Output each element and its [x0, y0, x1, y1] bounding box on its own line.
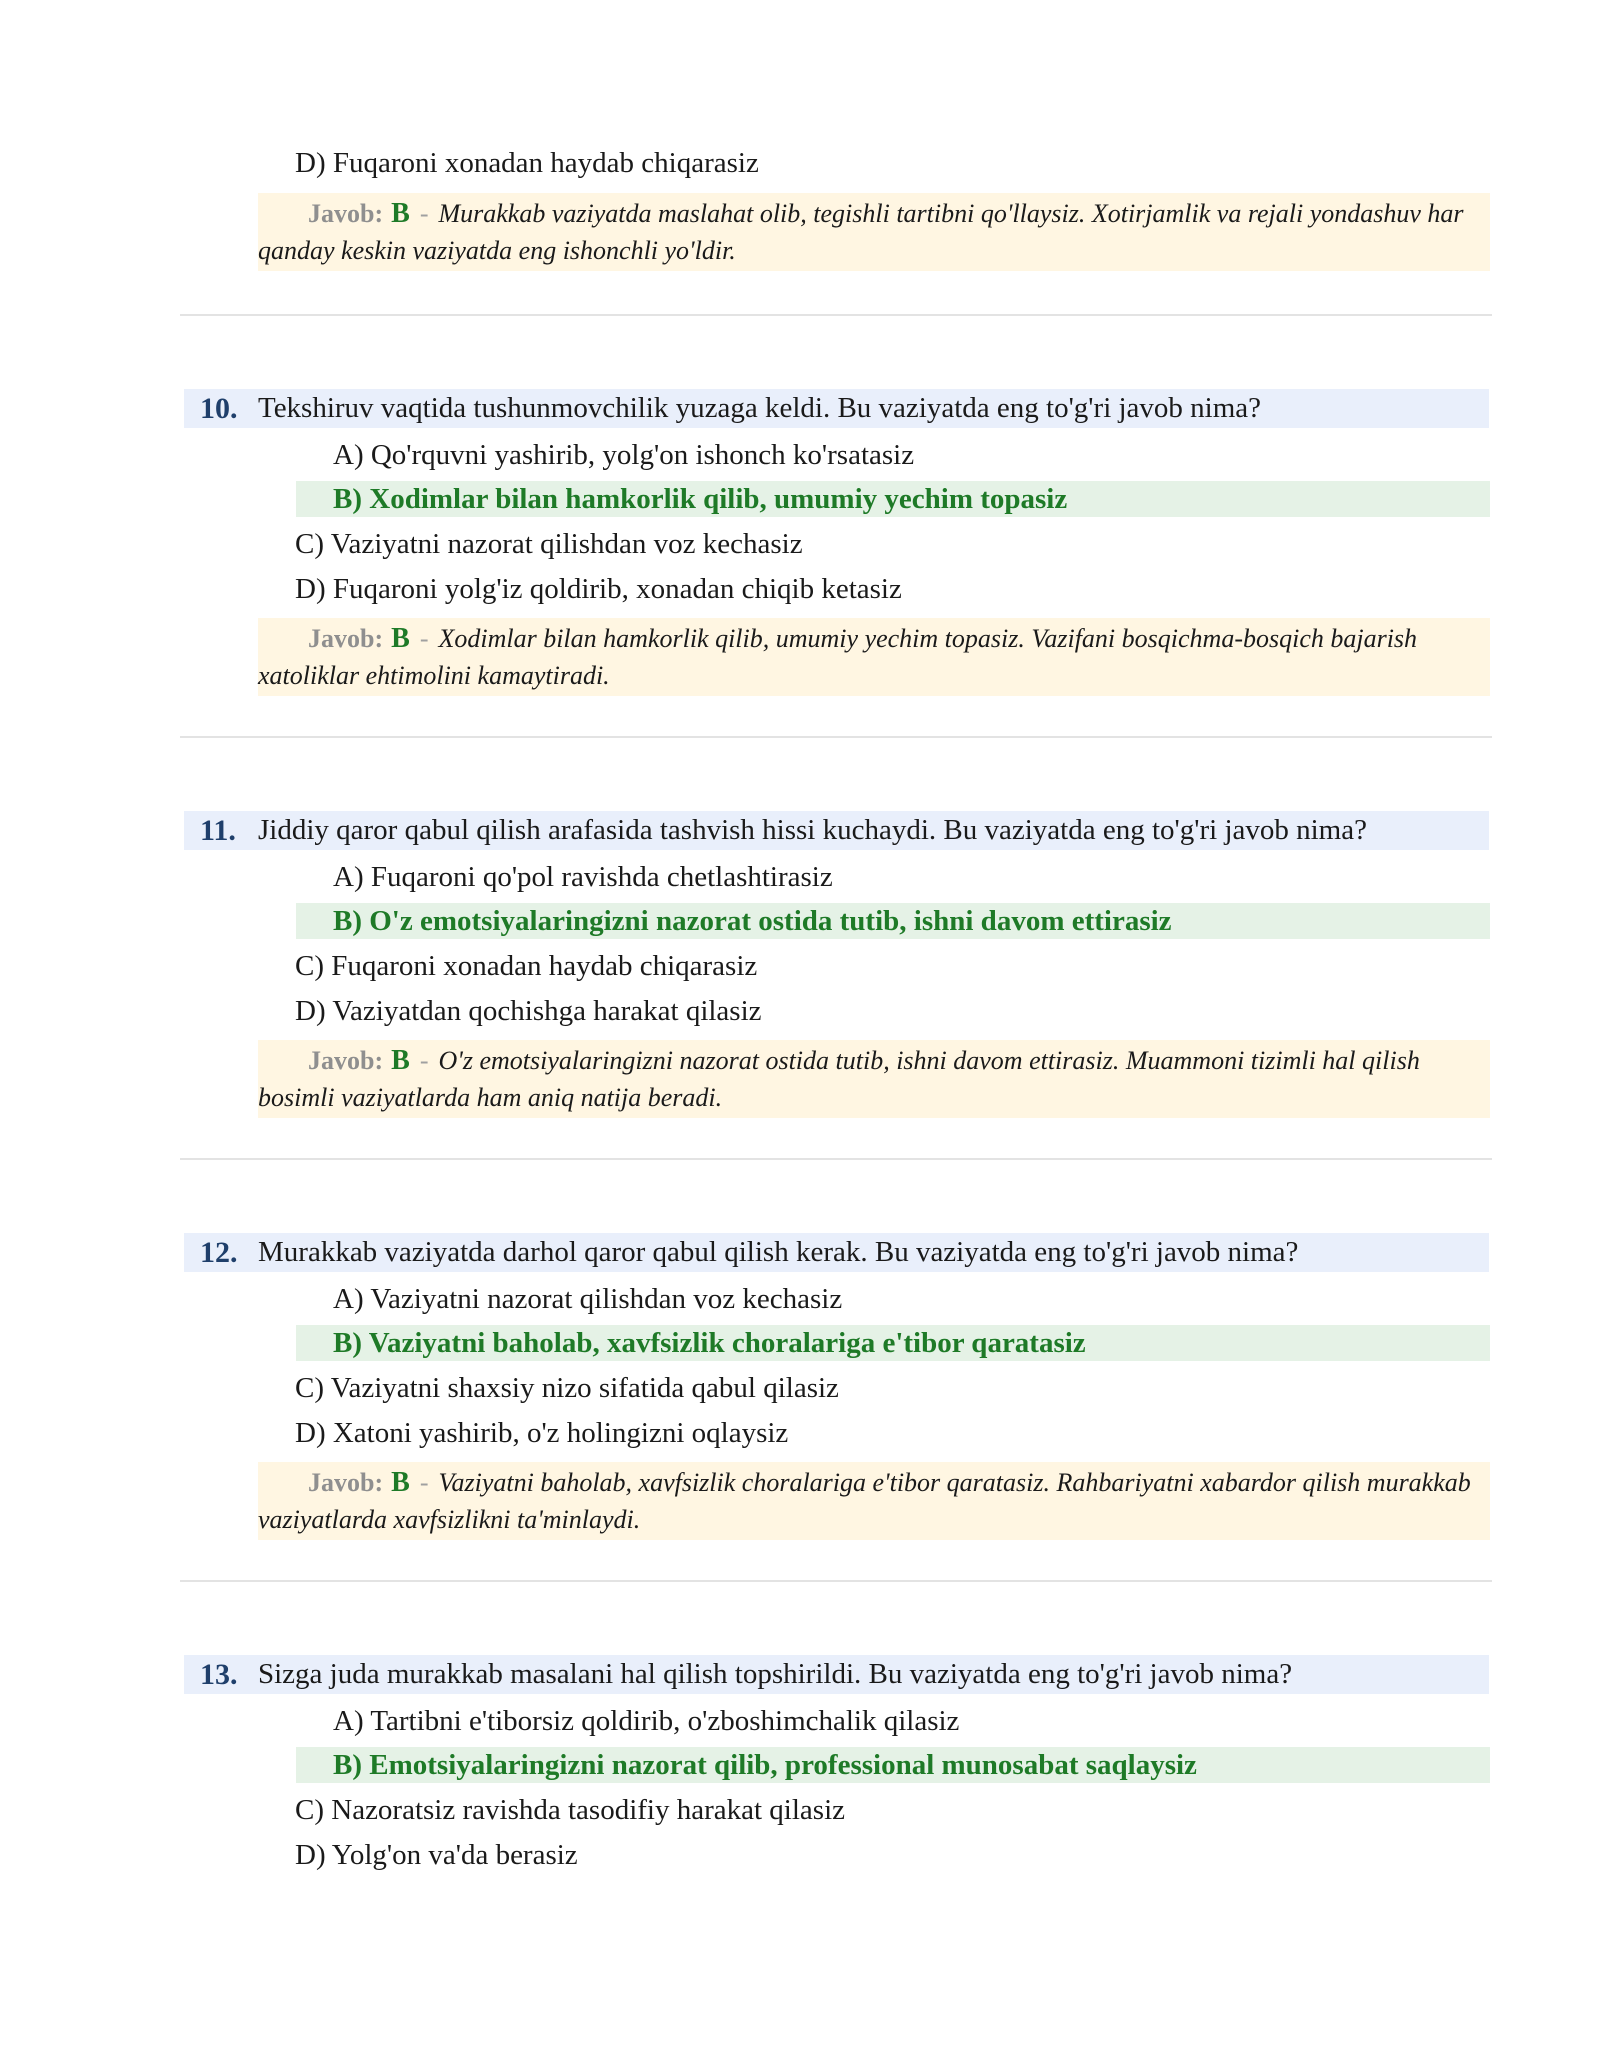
answer-label: Javob: [308, 624, 384, 653]
option-c: C) Nazoratsiz ravishda tasodifiy harakat qilasiz [295, 1794, 845, 1826]
option-b-correct: B) Vaziyatni baholab, xavfsizlik choralariga e'tibor qaratasiz [296, 1325, 1490, 1361]
option-d: D) Vaziyatdan qochishga harakat qilasiz [295, 995, 762, 1027]
answer-letter: B [391, 198, 410, 229]
answer-explanation: Xodimlar bilan hamkorlik qilib, umumiy yechim topasiz. Vazifani bosqichma-bosqich bajarish xatoliklar ehtimolini kamaytiradi. [258, 624, 1418, 690]
divider [180, 1158, 1492, 1160]
divider [180, 736, 1492, 738]
answer-label: Javob: [308, 1046, 384, 1075]
question-text: Jiddiy qaror qabul qilish arafasida tashvish hissi kuchaydi. Bu vaziyatda eng to'g'ri javob nima? [258, 814, 1367, 846]
answer-explanation: Vaziyatni baholab, xavfsizlik choralariga e'tibor qaratasiz. Rahbariyatni xabardor qilish murakkab vaziyatlarda xavfsizlikni ta'minlaydi. [258, 1468, 1471, 1534]
answer-box [258, 618, 1490, 696]
question-text: Murakkab vaziyatda darhol qaror qabul qilish kerak. Bu vaziyatda eng to'g'ri javob nima? [258, 1236, 1299, 1268]
answer-letter: B [391, 1467, 410, 1498]
option-a: A) Qo'rquvni yashirib, yolg'on ishonch ko'rsatasiz [333, 439, 915, 471]
answer-box [258, 1040, 1490, 1118]
question-number: 13. [200, 1657, 238, 1691]
question-text: Sizga juda murakkab masalani hal qilish topshirildi. Bu vaziyatda eng to'g'ri javob nima? [258, 1658, 1293, 1690]
answer-letter: B [391, 623, 410, 654]
option-a: A) Tartibni e'tiborsiz qoldirib, o'zboshimchalik qilasiz [333, 1705, 960, 1737]
question-header [184, 1233, 1489, 1272]
answer-dash: - [419, 1468, 429, 1497]
option-d: D) Fuqaroni yolg'iz qoldirib, xonadan chiqib ketasiz [295, 573, 902, 605]
answer-explanation: O'z emotsiyalaringizni nazorat ostida tutib, ishni davom ettirasiz. Muammoni tizimli hal qilish bosimli vaziyatlarda ham aniq natija beradi. [258, 1046, 1420, 1112]
option-a: A) Fuqaroni qo'pol ravishda chetlashtirasiz [333, 861, 833, 893]
question-header [184, 1655, 1489, 1694]
option-c: C) Vaziyatni shaxsiy nizo sifatida qabul qilasiz [295, 1372, 839, 1404]
divider [180, 314, 1492, 316]
option-b-correct: B) Xodimlar bilan hamkorlik qilib, umumiy yechim topasiz [296, 481, 1490, 517]
option-c: C) Vaziyatni nazorat qilishdan voz kechasiz [295, 528, 803, 560]
answer-letter: B [391, 1045, 410, 1076]
option-a: A) Vaziyatni nazorat qilishdan voz kechasiz [333, 1283, 843, 1315]
answer-dash: - [419, 199, 429, 228]
question-header [184, 811, 1489, 850]
answer-label: Javob: [308, 199, 384, 228]
option-d: D) Fuqaroni xonadan haydab chiqarasiz [295, 147, 759, 179]
question-header [184, 389, 1489, 428]
question-number: 11. [200, 813, 236, 847]
question-number: 12. [200, 1235, 238, 1269]
answer-box [258, 193, 1490, 271]
option-c: C) Fuqaroni xonadan haydab chiqarasiz [295, 950, 758, 982]
answer-explanation: Murakkab vaziyatda maslahat olib, tegishli tartibni qo'llaysiz. Xotirjamlik va rejali yondashuv har qanday keskin vaziyatda eng ishonchli yo'ldir. [258, 199, 1464, 265]
answer-dash: - [419, 1046, 429, 1075]
option-b-correct: B) Emotsiyalaringizni nazorat qilib, professional munosabat saqlaysiz [296, 1747, 1490, 1783]
option-d: D) Yolg'on va'da berasiz [295, 1839, 578, 1871]
answer-box [258, 1462, 1490, 1540]
answer-dash: - [419, 624, 429, 653]
divider [180, 1580, 1492, 1582]
question-text: Tekshiruv vaqtida tushunmovchilik yuzaga keldi. Bu vaziyatda eng to'g'ri javob nima? [258, 392, 1262, 424]
answer-label: Javob: [308, 1468, 384, 1497]
option-d: D) Xatoni yashirib, o'z holingizni oqlaysiz [295, 1417, 789, 1449]
question-number: 10. [200, 391, 238, 425]
option-b-correct: B) O'z emotsiyalaringizni nazorat ostida tutib, ishni davom ettirasiz [296, 903, 1490, 939]
